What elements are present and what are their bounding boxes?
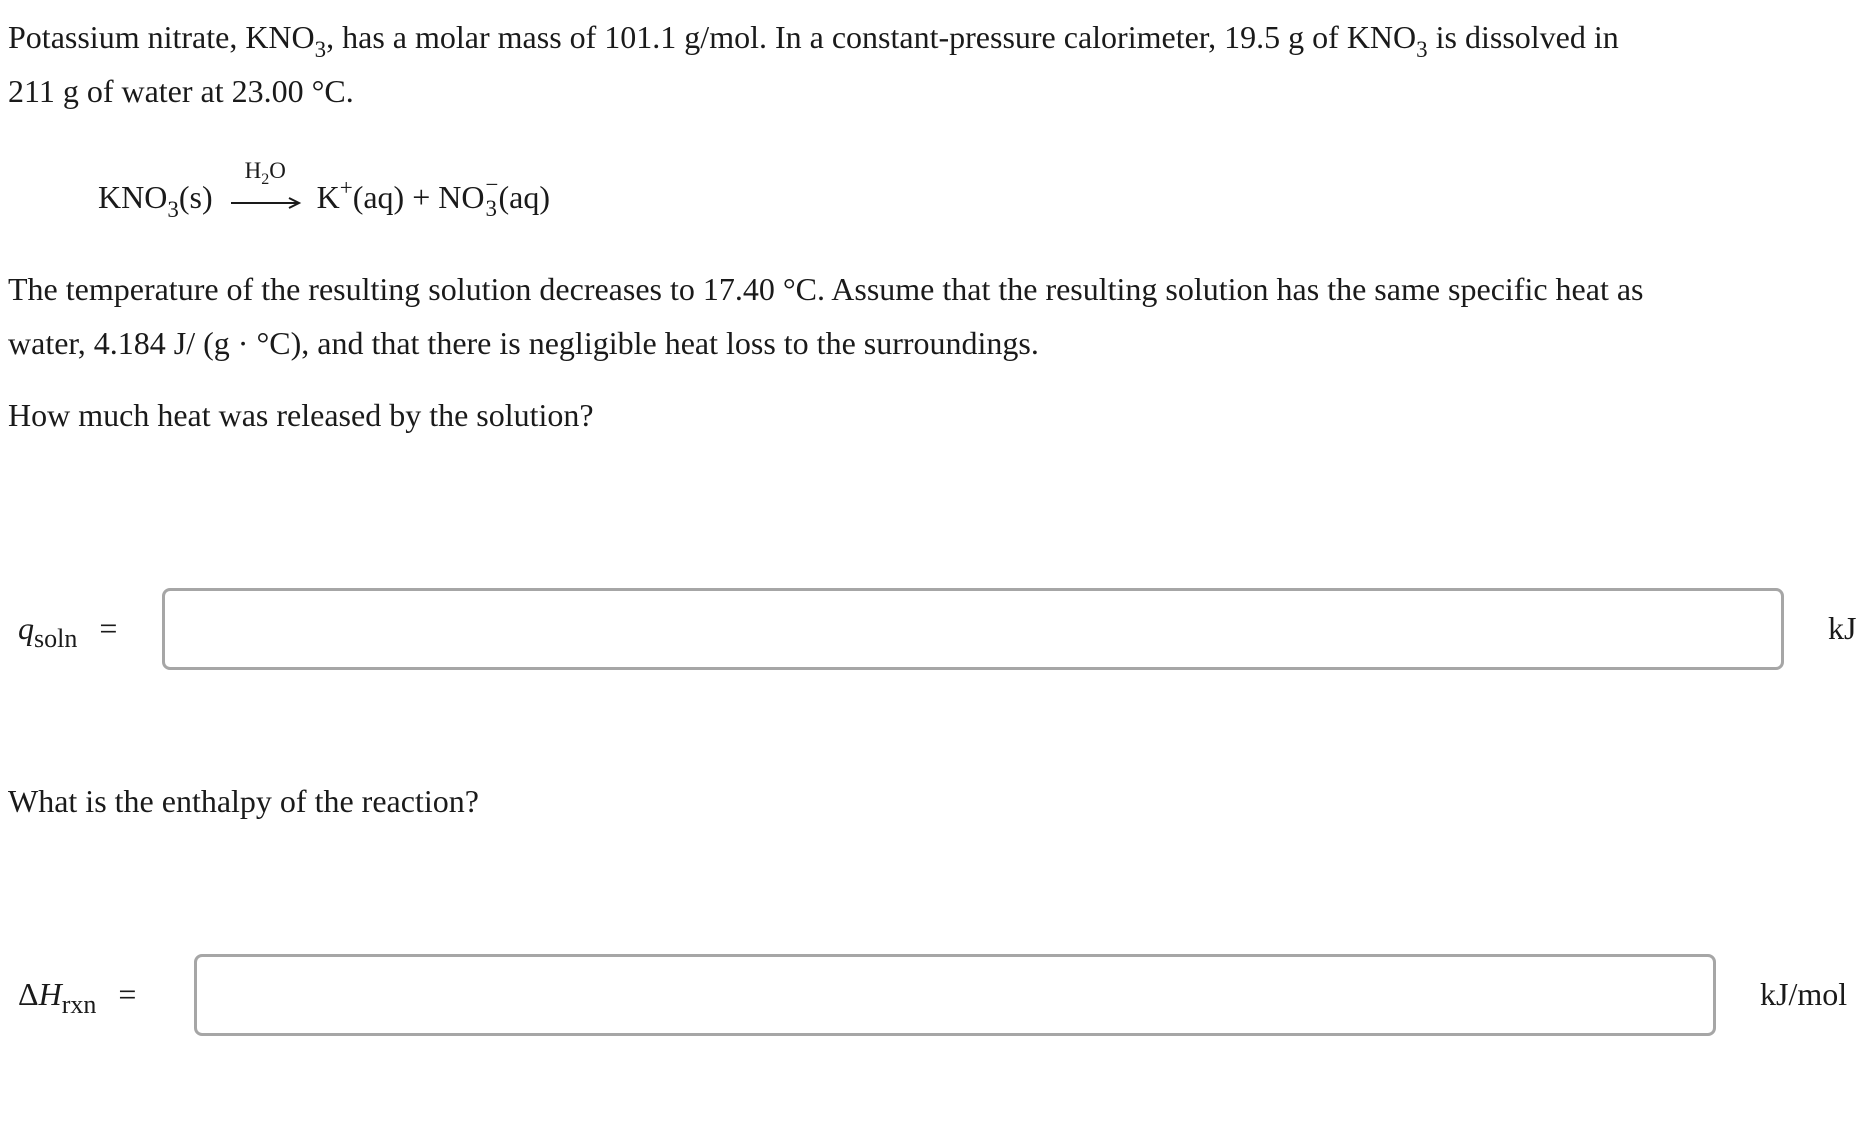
intro-line-1 <box>8 10 1619 68</box>
reaction-arrow <box>231 158 303 208</box>
question-heat-released: How much heat was released by the solution? <box>8 397 594 433</box>
product-k: K <box>316 179 340 215</box>
q-soln-input[interactable] <box>162 588 1784 670</box>
body-line-1: The temperature of the resulting solution decreases to 17.40 °C. Assume that the resulting solution has the same specific heat as <box>8 271 1644 307</box>
nitrate-state: (aq) <box>498 179 550 215</box>
q-subscript: soln <box>34 624 78 653</box>
answer-row-delta-h <box>0 954 1872 1044</box>
arrow-label <box>245 144 286 201</box>
catalyst-h: H <box>244 158 262 183</box>
delta-symbol: Δ <box>18 976 39 1012</box>
question-enthalpy: What is the enthalpy of the reaction? <box>8 783 479 819</box>
delta-h-unit: kJ/mol <box>1760 976 1848 1012</box>
nitrate-subsup <box>484 172 499 221</box>
intro-text-b: , has a molar mass of 101.1 g/mol. In a constant-pressure calorimeter, 19.5 g of KNO <box>326 19 1417 55</box>
catalyst-o: O <box>269 158 286 183</box>
reactant-state: (s) <box>178 179 213 215</box>
delta-h-label <box>18 974 136 1017</box>
right-arrow-icon <box>231 196 303 210</box>
h-variable: H <box>38 976 62 1012</box>
intro-text-c: is dissolved in <box>1427 19 1619 55</box>
equals-sign: = <box>99 610 118 646</box>
body-line-2: water, 4.184 J/ (g · °C), and that there is negligible heat loss to the surroundings. <box>8 325 1039 361</box>
intro-text-a: Potassium nitrate, KNO <box>8 19 315 55</box>
answer-row-q-soln <box>0 588 1872 678</box>
h-subscript: rxn <box>61 990 97 1019</box>
reactant-subscript: 3 <box>167 197 179 222</box>
reactant-formula: KNO <box>98 179 168 215</box>
product-k-charge: + <box>339 175 353 200</box>
equals-sign: = <box>118 976 137 1012</box>
q-soln-unit: kJ <box>1828 610 1857 646</box>
subscript-3: 3 <box>1416 37 1428 62</box>
nitrate-subscript: 3 <box>485 196 497 221</box>
q-variable: q <box>18 610 34 646</box>
product-k-state: (aq) + NO <box>352 179 485 215</box>
nitrate-charge: − <box>485 172 499 197</box>
q-soln-label <box>18 608 117 651</box>
intro-line-2: 211 g of water at 23.00 °C. <box>8 73 354 109</box>
catalyst-subscript: 2 <box>261 171 270 188</box>
subscript-3: 3 <box>314 37 327 62</box>
delta-h-input[interactable] <box>194 954 1716 1036</box>
dissolution-equation <box>98 158 550 228</box>
